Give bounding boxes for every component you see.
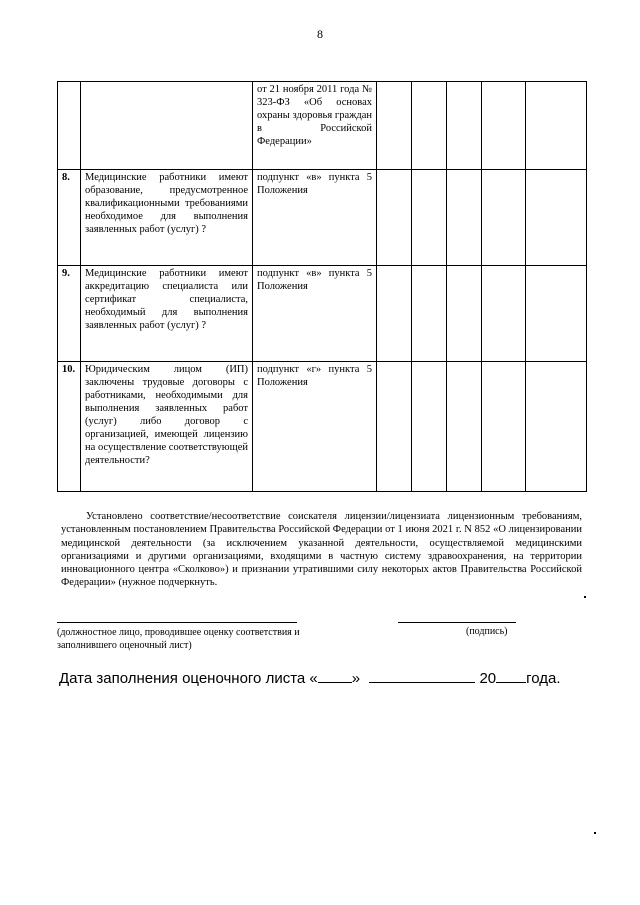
answer-cell <box>482 266 526 362</box>
answer-cell <box>482 82 526 170</box>
table-row <box>58 170 587 266</box>
answer-cell <box>526 82 587 170</box>
official-caption: (должностное лицо, проводившее оценку соответствия и заполнившего оценочный лист) <box>57 627 300 651</box>
answer-cell <box>377 170 412 266</box>
fill-date-label: Дата заполнения оценочного листа <box>59 670 306 687</box>
row-question: Юридическим лицом (ИП) заключены трудовые договоры с работниками, необходимыми для выполнения заявленных работ (услуг) либо договор с организацией, имеющей лицензию на осуществление соответствующей деятельности? <box>81 362 253 492</box>
year-blank <box>496 668 526 683</box>
answer-cell <box>482 362 526 492</box>
year-century: 20 <box>479 670 497 687</box>
answer-cell <box>447 82 482 170</box>
answer-cell <box>526 170 587 266</box>
row-basis: подпункт «в» пункта 5 Положения <box>253 170 377 266</box>
close-quote: » <box>351 670 361 687</box>
answer-cell <box>412 362 447 492</box>
answer-cell <box>412 266 447 362</box>
row-number: 8. <box>58 170 81 266</box>
month-blank <box>369 668 475 683</box>
answer-cell <box>447 170 482 266</box>
day-blank <box>318 668 352 683</box>
row-number: 10. <box>58 362 81 492</box>
answer-cell <box>377 362 412 492</box>
answer-cell <box>526 362 587 492</box>
conclusion-paragraph: Установлено соответствие/несоответствие соискателя лицензии/лицензиата лицензионным требованиям, установленным постановлением Правительства Российской Федерации от 1 июня 2021 г. N 852 «О лицензировании медицинской деятельности (за исключением указанной деятельности, осуществляемой медицинскими организациями и другими организациями, входящими в частную систему здравоохранения, на территории инновационного центра «Сколково») и признании утратившими силу некоторых актов Правительства Российской Федерации» (нужное подчеркнуть. <box>61 511 582 589</box>
open-quote: « <box>309 670 318 687</box>
answer-cell <box>482 170 526 266</box>
row-question <box>81 82 253 170</box>
table-row <box>58 362 587 492</box>
answer-cell <box>447 362 482 492</box>
row-number <box>58 82 81 170</box>
fill-date-line <box>59 668 599 687</box>
answer-cell <box>377 266 412 362</box>
evaluation-table <box>57 81 587 492</box>
row-question: Медицинские работники имеют аккредитацию специалиста или сертификат специалиста, необходимый для выполнения заявленных работ (услуг) ? <box>81 266 253 362</box>
row-question: Медицинские работники имеют образование, предусмотренное квалификационными требованиями необходимое для выполнения заявленных работ (услуг) ? <box>81 170 253 266</box>
table-row <box>58 82 587 170</box>
row-basis: подпункт «в» пункта 5 Положения <box>253 266 377 362</box>
signature-line <box>398 622 516 623</box>
answer-cell <box>377 82 412 170</box>
page-number: 8 <box>317 27 323 41</box>
year-suffix: года. <box>526 670 561 687</box>
scan-speck <box>594 832 596 834</box>
row-number: 9. <box>58 266 81 362</box>
table-row <box>58 266 587 362</box>
answer-cell <box>412 170 447 266</box>
answer-cell <box>447 266 482 362</box>
row-basis: от 21 ноября 2011 года № 323-ФЗ «Об основах охраны здоровья граждан в Российской Федерации» <box>253 82 377 170</box>
row-basis: подпункт «г» пункта 5 Положения <box>253 362 377 492</box>
answer-cell <box>526 266 587 362</box>
signature-caption: (подпись) <box>466 626 508 637</box>
answer-cell <box>412 82 447 170</box>
official-signature-line <box>57 622 297 623</box>
scan-speck <box>584 596 586 598</box>
